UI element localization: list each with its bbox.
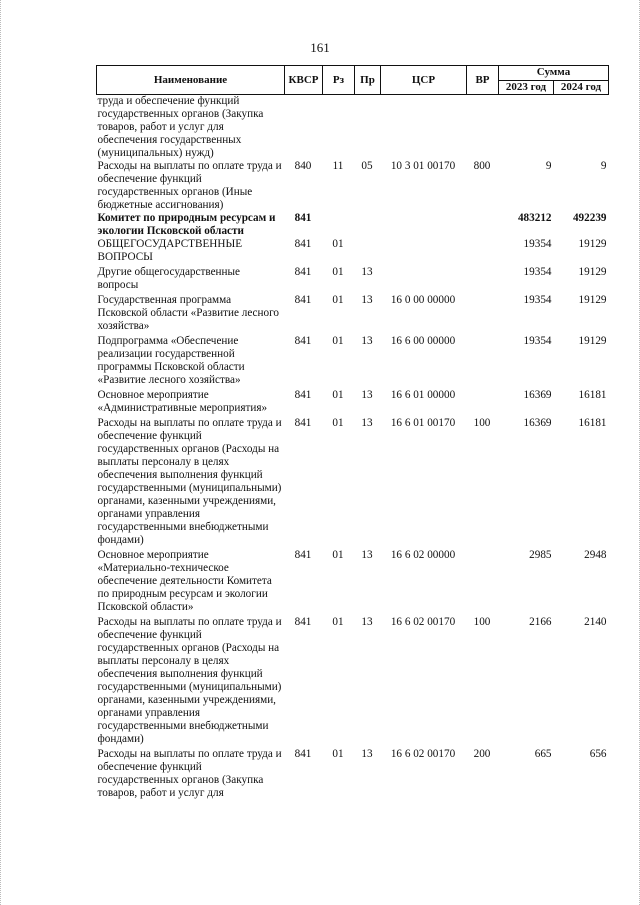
table-row (97, 212, 609, 238)
cell-sum-2023: 19354 (523, 266, 552, 278)
cell-pr: 13 (361, 748, 373, 760)
cell-vr: 800 (473, 160, 491, 172)
page-number: 161 (310, 40, 330, 55)
cell-sum-2024: 656 (589, 748, 607, 760)
table-row (97, 547, 609, 614)
cell-sum-2024: 19129 (578, 335, 607, 347)
cell-rz: 01 (332, 238, 344, 250)
cell-sum-2023: 483212 (517, 212, 552, 224)
cell-csr: 16 6 02 00170 (390, 748, 456, 760)
header-kvsr: КВСР (285, 66, 323, 95)
cell-name: Государственная программа Псковской области «Развитие лесного хозяйства» (97, 294, 280, 332)
cell-vr (467, 238, 499, 264)
cell-rz: 01 (332, 335, 344, 347)
cell-kvsr: 841 (294, 238, 312, 250)
header-rz: Рз (323, 66, 355, 95)
cell-sum-2023: 19354 (523, 294, 552, 306)
cell-vr (467, 264, 499, 292)
cell-rz: 01 (332, 389, 344, 401)
cell-name: Расходы на выплаты по оплате труда и обеспечение функций государственных органов (Закупка товаров, работ и услуг для (97, 748, 282, 799)
cell-csr (381, 264, 467, 292)
cell-pr: 13 (361, 266, 373, 278)
cell-vr (467, 547, 499, 614)
cell-sum-2024 (554, 95, 609, 161)
table-row (97, 95, 609, 161)
cell-csr (381, 238, 467, 264)
scan-left-edge (0, 0, 3, 905)
cell-name: Расходы на выплаты по оплате труда и обеспечение функций государственных органов (Иные бюджетные ассигнования) (97, 160, 282, 211)
cell-pr: 13 (361, 616, 373, 628)
cell-pr (355, 238, 381, 264)
header-sum: Сумма (499, 66, 609, 81)
cell-pr: 13 (361, 389, 373, 401)
cell-csr: 16 6 02 00000 (390, 549, 456, 561)
table-row (97, 160, 609, 212)
cell-kvsr: 840 (294, 160, 312, 172)
cell-vr (467, 387, 499, 415)
cell-rz: 01 (332, 294, 344, 306)
cell-kvsr: 841 (294, 294, 312, 306)
cell-csr (381, 212, 467, 238)
cell-vr (467, 292, 499, 333)
cell-pr: 13 (361, 417, 373, 429)
cell-csr: 16 6 01 00000 (390, 389, 456, 401)
cell-name: Расходы на выплаты по оплате труда и обеспечение функций государственных органов (Расходы на выплаты персоналу в целях обеспечения выполнения функций государственными (муниципальными) органами, казенными учреждениями, органами управления государственными внебюджетными фондами) (97, 616, 282, 745)
cell-sum-2024: 19129 (578, 294, 607, 306)
table-row (97, 415, 609, 547)
cell-sum-2024: 492239 (572, 212, 607, 224)
cell-pr (355, 95, 381, 161)
cell-name: Основное мероприятие «Материально-техническое обеспечение деятельности Комитета по природным ресурсам и экологии Псковской области» (97, 549, 272, 613)
table-row (97, 264, 609, 292)
cell-kvsr: 841 (294, 389, 312, 401)
budget-table (96, 65, 609, 800)
cell-vr: 100 (473, 417, 491, 429)
cell-sum-2024: 19129 (578, 266, 607, 278)
cell-pr: 05 (361, 160, 373, 172)
cell-sum-2023: 19354 (523, 335, 552, 347)
table-row (97, 238, 609, 264)
cell-csr: 16 6 02 00170 (390, 616, 456, 628)
cell-kvsr: 841 (294, 212, 312, 224)
cell-kvsr: 841 (294, 266, 312, 278)
cell-sum-2023: 19354 (523, 238, 552, 250)
header-name: Наименование (97, 66, 285, 95)
table-row (97, 746, 609, 800)
cell-csr: 16 6 00 00000 (390, 335, 456, 347)
cell-pr: 13 (361, 335, 373, 347)
cell-sum-2023: 9 (545, 160, 552, 172)
cell-name: Подпрограмма «Обеспечение реализации государственной программы Псковской области «Развитие лесного хозяйства» (97, 335, 245, 386)
cell-vr (467, 212, 499, 238)
cell-sum-2023 (499, 95, 554, 161)
cell-sum-2023: 2166 (529, 616, 552, 628)
cell-sum-2023: 665 (534, 748, 552, 760)
header-year-2023: 2023 год (499, 80, 554, 95)
cell-rz: 11 (332, 160, 344, 172)
cell-pr: 13 (361, 549, 373, 561)
cell-vr (467, 333, 499, 387)
cell-vr: 200 (473, 748, 491, 760)
cell-sum-2023: 2985 (529, 549, 552, 561)
cell-rz: 01 (332, 748, 344, 760)
cell-vr (467, 95, 499, 161)
cell-sum-2024: 9 (600, 160, 607, 172)
cell-sum-2024: 2140 (584, 616, 607, 628)
cell-pr: 13 (361, 294, 373, 306)
table-row (97, 614, 609, 746)
cell-vr: 100 (473, 616, 491, 628)
cell-rz: 01 (332, 417, 344, 429)
cell-kvsr: 841 (294, 417, 312, 429)
cell-csr: 16 0 00 00000 (390, 294, 456, 306)
cell-kvsr: 841 (294, 748, 312, 760)
cell-rz: 01 (332, 266, 344, 278)
cell-rz: 01 (332, 549, 344, 561)
cell-kvsr: 841 (294, 616, 312, 628)
cell-sum-2024: 16181 (578, 417, 607, 429)
table-body (97, 95, 609, 801)
header-csr: ЦСР (381, 66, 467, 95)
cell-sum-2024: 19129 (578, 238, 607, 250)
cell-sum-2024: 16181 (578, 389, 607, 401)
table-row (97, 387, 609, 415)
cell-rz: 01 (332, 616, 344, 628)
header-vr: ВР (467, 66, 499, 95)
cell-rz (323, 95, 355, 161)
table-row (97, 292, 609, 333)
cell-sum-2023: 16369 (523, 389, 552, 401)
cell-csr: 10 3 01 00170 (390, 160, 456, 172)
cell-kvsr (285, 95, 323, 161)
cell-name: ОБЩЕГОСУДАРСТВЕННЫЕ ВОПРОСЫ (97, 238, 243, 263)
header-pr: Пр (355, 66, 381, 95)
cell-pr (355, 212, 381, 238)
cell-kvsr: 841 (294, 335, 312, 347)
cell-name: труда и обеспечение функций государственных органов (Закупка товаров, работ и услуг для обеспечения государственных (муниципальных) нужд) (97, 95, 264, 159)
cell-csr (381, 95, 467, 161)
table-header (97, 66, 609, 95)
cell-csr: 16 6 01 00170 (390, 417, 456, 429)
cell-kvsr: 841 (294, 549, 312, 561)
header-year-2024: 2024 год (554, 80, 609, 95)
cell-sum-2023: 16369 (523, 417, 552, 429)
cell-rz (323, 212, 355, 238)
cell-sum-2024: 2948 (584, 549, 607, 561)
table-row (97, 333, 609, 387)
cell-name: Основное мероприятие «Административные мероприятия» (97, 389, 268, 414)
cell-name: Расходы на выплаты по оплате труда и обеспечение функций государственных органов (Расходы на выплаты персоналу в целях обеспечения выполнения функций государственными (муниципальными) органами, казенными учреждениями, органами управления государственными внебюджетными фондами) (97, 417, 282, 546)
cell-name: Другие общегосударственные вопросы (97, 266, 241, 291)
cell-name: Комитет по природным ресурсам и экологии Псковской области (97, 212, 276, 237)
